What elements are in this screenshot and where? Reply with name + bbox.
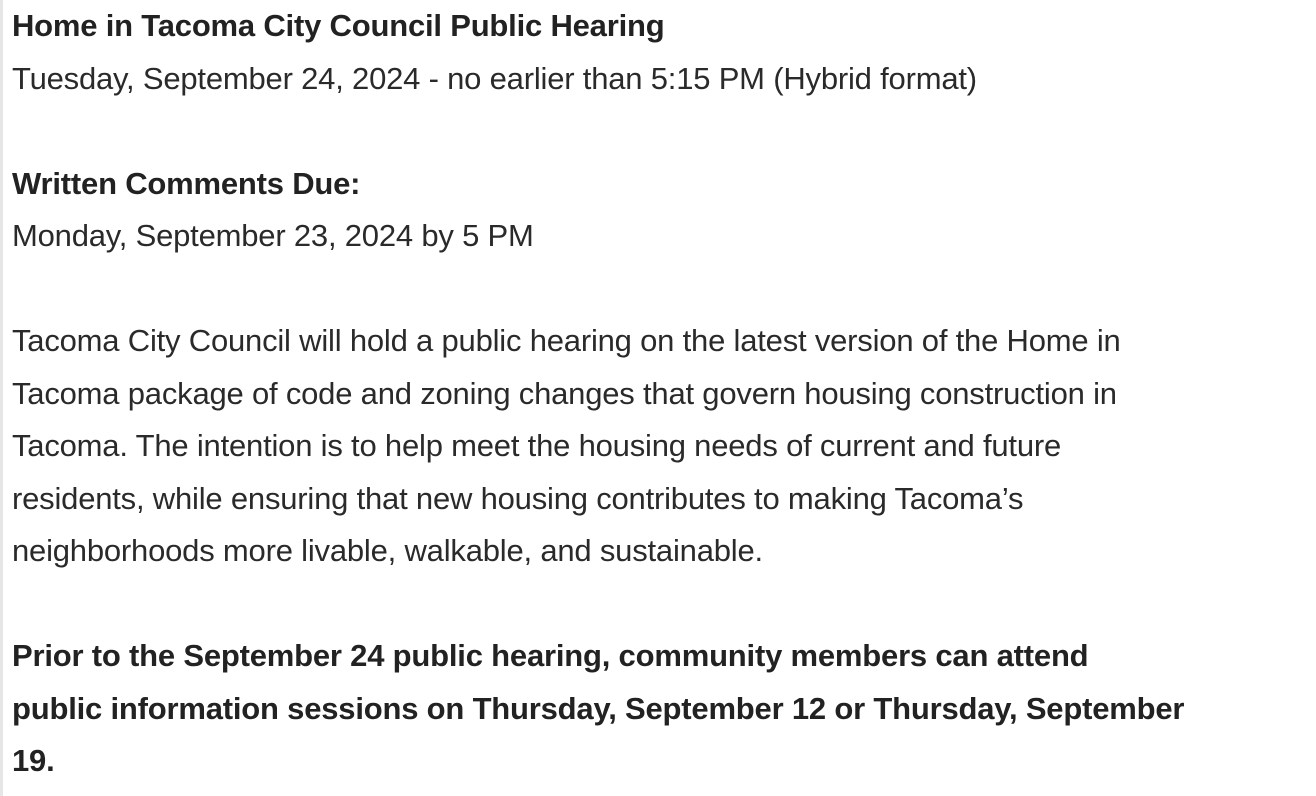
sessions-notice-line: Prior to the September 24 public hearing, community members can attend [12, 638, 1089, 673]
description-paragraph [12, 315, 1302, 578]
spacer [12, 578, 1302, 631]
description-line: residents, while ensuring that new housing contributes to making Tacoma’s [12, 480, 1024, 516]
sessions-notice-line: 19. [12, 743, 55, 778]
spacer [12, 263, 1302, 316]
sessions-notice-line: public information sessions on Thursday, September 12 or Thursday, September [12, 690, 1185, 726]
article-content [12, 0, 1302, 788]
description-line: neighborhoods more livable, walkable, and sustainable. [12, 533, 763, 568]
comments-heading: Written Comments Due: [12, 165, 361, 201]
event-title: Home in Tacoma City Council Public Hearing [12, 8, 665, 43]
description-line: Tacoma package of code and zoning changes that govern housing construction in [12, 375, 1117, 411]
description-line: Tacoma City Council will hold a public hearing on the latest version of the Home in [12, 323, 1121, 358]
left-border [0, 0, 3, 796]
description-line: Tacoma. The intention is to help meet the housing needs of current and future [12, 428, 1062, 463]
event-datetime: Tuesday, September 24, 2024 - no earlier than 5:15 PM (Hybrid format) [12, 60, 977, 96]
sessions-notice [12, 630, 1302, 788]
comments-deadline: Monday, September 23, 2024 by 5 PM [12, 218, 534, 253]
spacer [12, 105, 1302, 158]
